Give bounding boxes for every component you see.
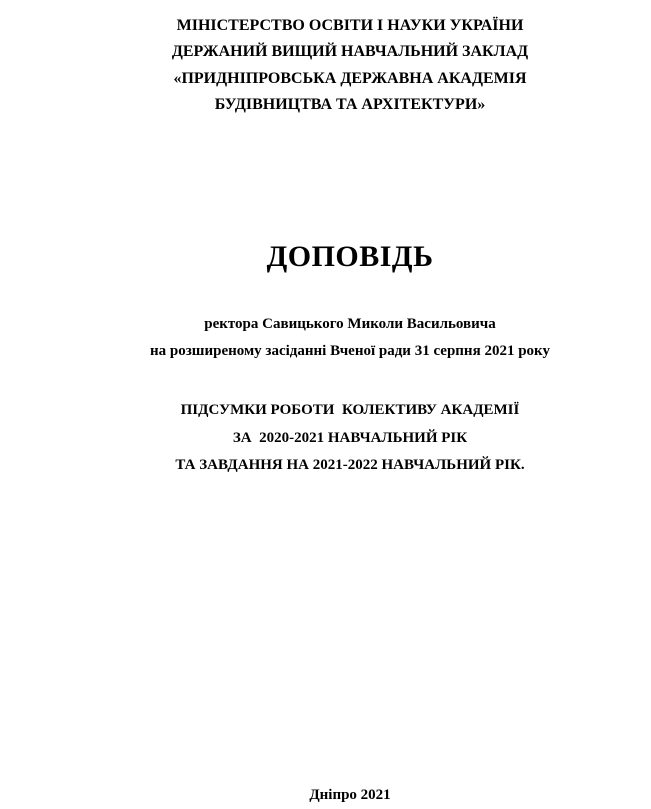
header-line-ministry: МІНІСТЕРСТВО ОСВІТИ І НАУКИ УКРАЇНИ bbox=[176, 17, 524, 34]
speaker-name: ректора Савицького Миколи Васильовича bbox=[204, 316, 496, 332]
document-title: ДОПОВІДЬ bbox=[266, 240, 434, 273]
footer-place-year: Дніпро 2021 bbox=[309, 787, 391, 803]
header-line-academy-name: «ПРИДНІПРОВСЬКА ДЕРЖАВНА АКАДЕМІЯ bbox=[173, 70, 527, 87]
topic-line-3: ТА ЗАВДАННЯ НА 2021-2022 НАВЧАЛЬНИЙ РІК. bbox=[175, 457, 525, 473]
topic-line-1: ПІДСУМКИ РОБОТИ КОЛЕКТИВУ АКАДЕМІЇ bbox=[180, 402, 520, 418]
header-line-academy-name-cont: БУДІВНИЦТВА ТА АРХІТЕКТУРИ» bbox=[214, 96, 486, 113]
meeting-details: на розширеному засіданні Вченої ради 31 серпня 2021 року bbox=[150, 343, 550, 359]
header-line-institution-type: ДЕРЖАНИЙ ВИЩИЙ НАВЧАЛЬНИЙ ЗАКЛАД bbox=[171, 43, 529, 60]
topic-line-2: ЗА 2020-2021 НАВЧАЛЬНИЙ РІК bbox=[232, 430, 468, 446]
